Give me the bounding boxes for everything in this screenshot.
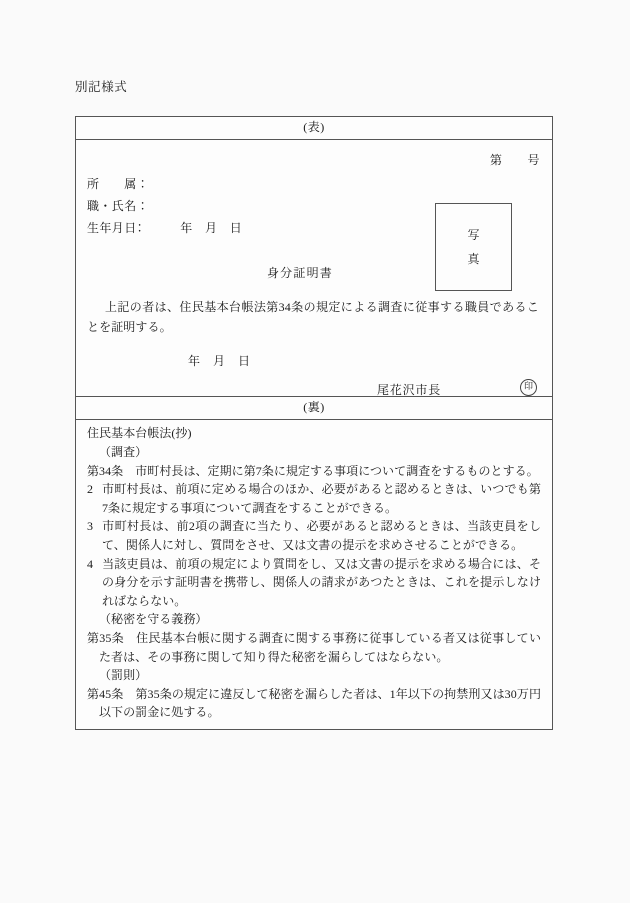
article-45: 第45条 第35条の規定に違反して秘密を漏らした者は、1年以下の拘禁刑又は30万円以下の罰金に処する。 [87, 686, 541, 720]
law-title: 住民基本台帳法(抄) [87, 426, 192, 441]
item-text-2: 市町村長は、前項に定める場合のほか、必要があると認めるときは、いつでも第7条に規定する事項について調査をすることができる。 [102, 482, 541, 515]
article-34: 第34条 市町村長は、定期に第7条に規定する事項について調査をするものとする。 [87, 463, 539, 478]
article-34-item-3 [87, 517, 541, 554]
photo-label-line-1: 写 [467, 228, 480, 243]
item-text-4: 当該吏員は、前項の規定により質問をし、又は文書の提示を求める場合には、その身分を示す証明書を携帯し、関係人の請求があつたときは、これを提示しなければならない。 [102, 556, 541, 608]
item-number-2: 2 [87, 482, 94, 497]
certificate-form-table [75, 116, 553, 730]
article-34-item-2 [87, 480, 541, 517]
section-heading-penalty: （罰則） [99, 668, 148, 683]
field-title-and-name: 職・氏名： [87, 199, 150, 214]
section-heading-confidentiality: （秘密を守る義務） [99, 612, 208, 627]
front-side-band-label: (表) [76, 117, 552, 140]
identity-field-list [87, 173, 242, 239]
issuer-name: 尾花沢市長 [377, 383, 442, 398]
certificate-title: 身分証明書 [266, 266, 333, 281]
section-heading-survey: （調査） [99, 444, 148, 459]
serial-number-label: 第 号 [489, 153, 540, 168]
page-title: 別記様式 [75, 80, 128, 94]
item-text-3: 市町村長は、前2項の調査に当たり、必要があると認めるときは、当該吏員をして、関係人に対し、質問をさせ、又は文書の提示を求めさせることができる。 [102, 519, 541, 552]
seal-stamp-icon: 印 [520, 379, 537, 396]
article-34-item-4 [87, 555, 541, 611]
article-35: 第35条 住民基本台帳に関する調査に関する事務に従事している者又は従事していた者は、その事務に関して知り得た秘密を漏らしてはならない。 [87, 630, 541, 664]
back-side-band-label: (裏) [76, 397, 552, 420]
back-side-section [76, 420, 552, 729]
field-date-of-birth: 生年月日： 年 月 日 [87, 221, 243, 236]
front-side-section [76, 140, 552, 397]
item-number-3: 3 [87, 519, 94, 534]
item-number-4: 4 [87, 556, 94, 571]
photo-label-line-2: 真 [467, 252, 480, 267]
certificate-statement: 上記の者は、住民基本台帳法第34条の規定による調査に従事する職員であることを証明する。 [87, 300, 539, 335]
field-affiliation: 所 属： [87, 177, 150, 192]
issue-date-line: 年 月 日 [188, 354, 251, 369]
